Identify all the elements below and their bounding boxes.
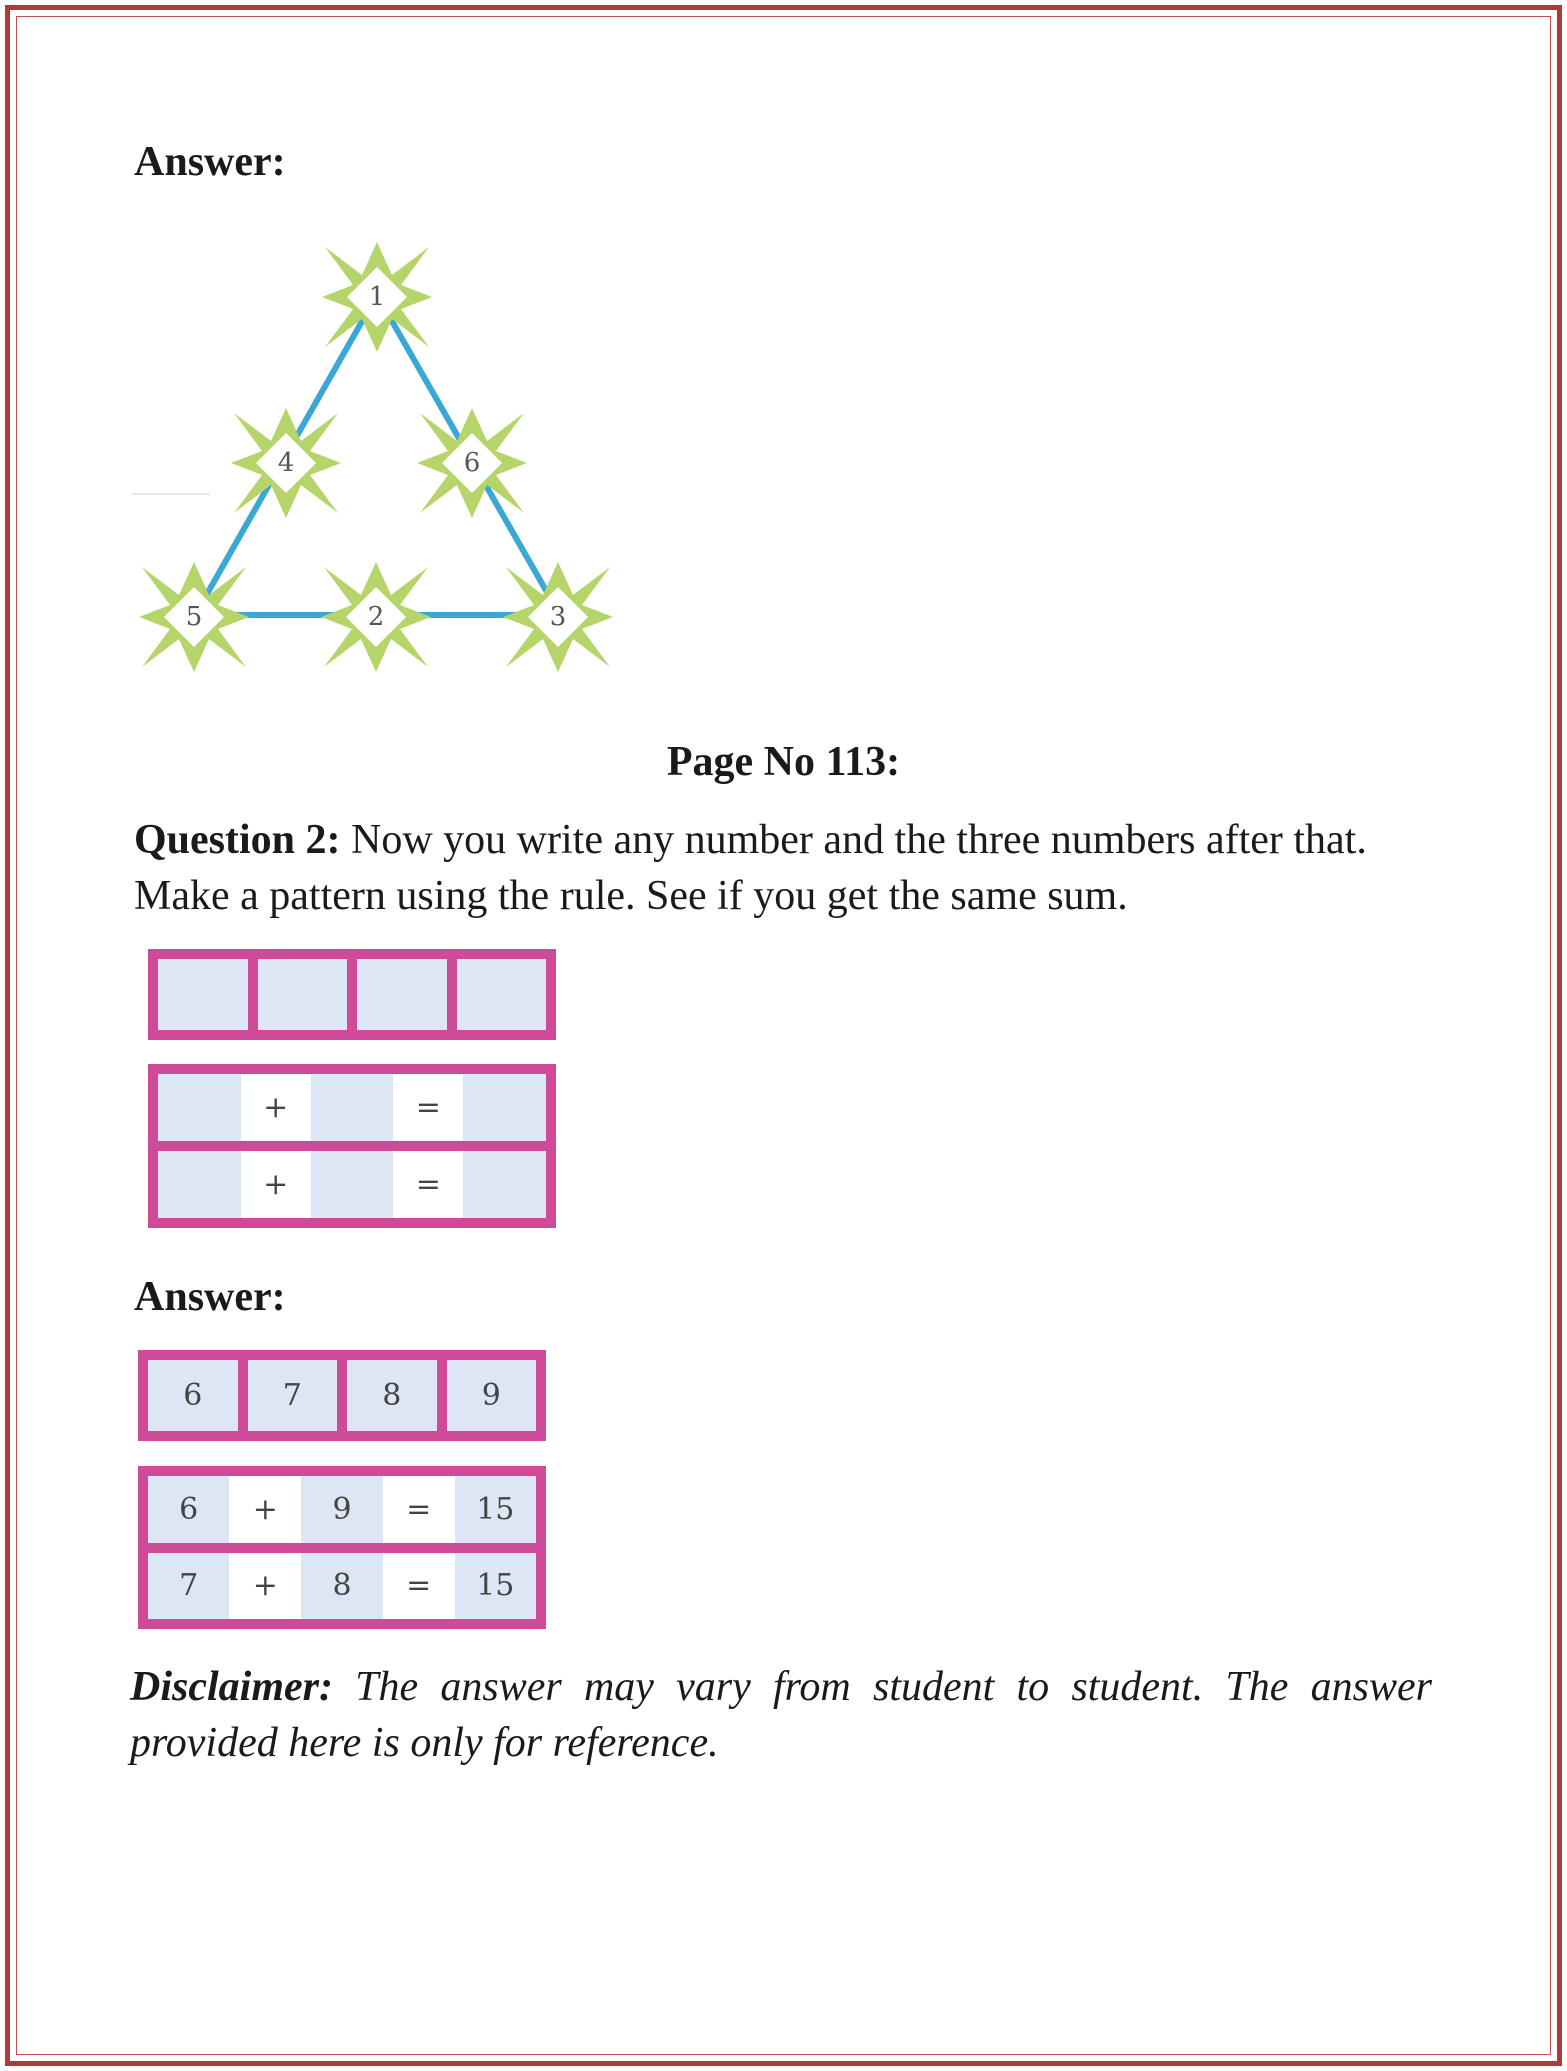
question-2 <box>134 812 1434 924</box>
sum-cell: 15 <box>455 1553 536 1620</box>
blank-cell <box>357 959 447 1030</box>
addend-cell: 9 <box>301 1476 382 1543</box>
disclaimer <box>130 1659 1432 1771</box>
node-number-left-middle: 4 <box>277 448 295 478</box>
answer-sequence-grid <box>138 1350 546 1441</box>
disclaimer-text: The answer may vary from student to student. The answer provided here is only for reference. <box>130 1664 1432 1766</box>
magic-triangle-figure <box>120 225 640 695</box>
blank-cell <box>311 1151 394 1218</box>
node-number-top: 1 <box>368 282 386 312</box>
answer-sum-grid <box>138 1466 546 1629</box>
blank-sequence-row <box>158 959 546 1030</box>
answer-sequence-row <box>148 1360 536 1431</box>
node-number-bottom-left: 5 <box>185 602 203 632</box>
equals-sign: = <box>393 1074 463 1141</box>
star-node-right-middle <box>417 408 527 518</box>
answer-sum-row <box>148 1476 536 1543</box>
answer-heading-2: Answer: <box>134 1274 286 1320</box>
blank-cell <box>311 1074 394 1141</box>
plus-sign: + <box>241 1151 311 1218</box>
page-number-heading: Page No 113: <box>666 739 901 785</box>
star-node-left-middle <box>231 408 341 518</box>
answer-heading-1: Answer: <box>134 139 286 185</box>
blank-sum-row <box>158 1074 546 1141</box>
equals-sign: = <box>383 1476 455 1543</box>
blank-cell <box>158 1074 241 1141</box>
disclaimer-label: Disclaimer: <box>130 1664 333 1710</box>
blank-cell <box>463 1151 546 1218</box>
blank-cell <box>158 959 248 1030</box>
node-number-bottom-middle: 2 <box>367 602 385 632</box>
star-node-bottom-left <box>139 562 249 672</box>
star-node-bottom-right <box>503 562 613 672</box>
plus-sign: + <box>229 1476 301 1543</box>
sequence-cell: 9 <box>447 1360 537 1431</box>
question-text: Now you write any number and the three numbers after that. Make a pattern using the rule. See if you get the same sum. <box>134 817 1367 919</box>
magic-triangle-svg <box>120 225 640 695</box>
question-label: Question 2: <box>134 817 341 863</box>
sequence-cell: 7 <box>248 1360 338 1431</box>
equals-sign: = <box>383 1553 455 1620</box>
blank-cell <box>457 959 547 1030</box>
node-number-bottom-right: 3 <box>549 602 567 632</box>
blank-sum-grid <box>148 1064 556 1228</box>
star-node-top <box>322 242 432 352</box>
plus-sign: + <box>241 1074 311 1141</box>
addend-cell: 7 <box>148 1553 229 1620</box>
star-node-bottom-middle <box>321 562 431 672</box>
blank-cell <box>158 1151 241 1218</box>
addend-cell: 6 <box>148 1476 229 1543</box>
addend-cell: 8 <box>301 1553 382 1620</box>
node-number-right-middle: 6 <box>463 448 481 478</box>
blank-sum-row <box>158 1151 546 1218</box>
sequence-cell: 8 <box>347 1360 437 1431</box>
blank-cell <box>258 959 348 1030</box>
sum-cell: 15 <box>455 1476 536 1543</box>
answer-sum-row <box>148 1553 536 1620</box>
equals-sign: = <box>393 1151 463 1218</box>
sequence-cell: 6 <box>148 1360 238 1431</box>
blank-cell <box>463 1074 546 1141</box>
blank-sequence-grid <box>148 949 556 1040</box>
plus-sign: + <box>229 1553 301 1620</box>
